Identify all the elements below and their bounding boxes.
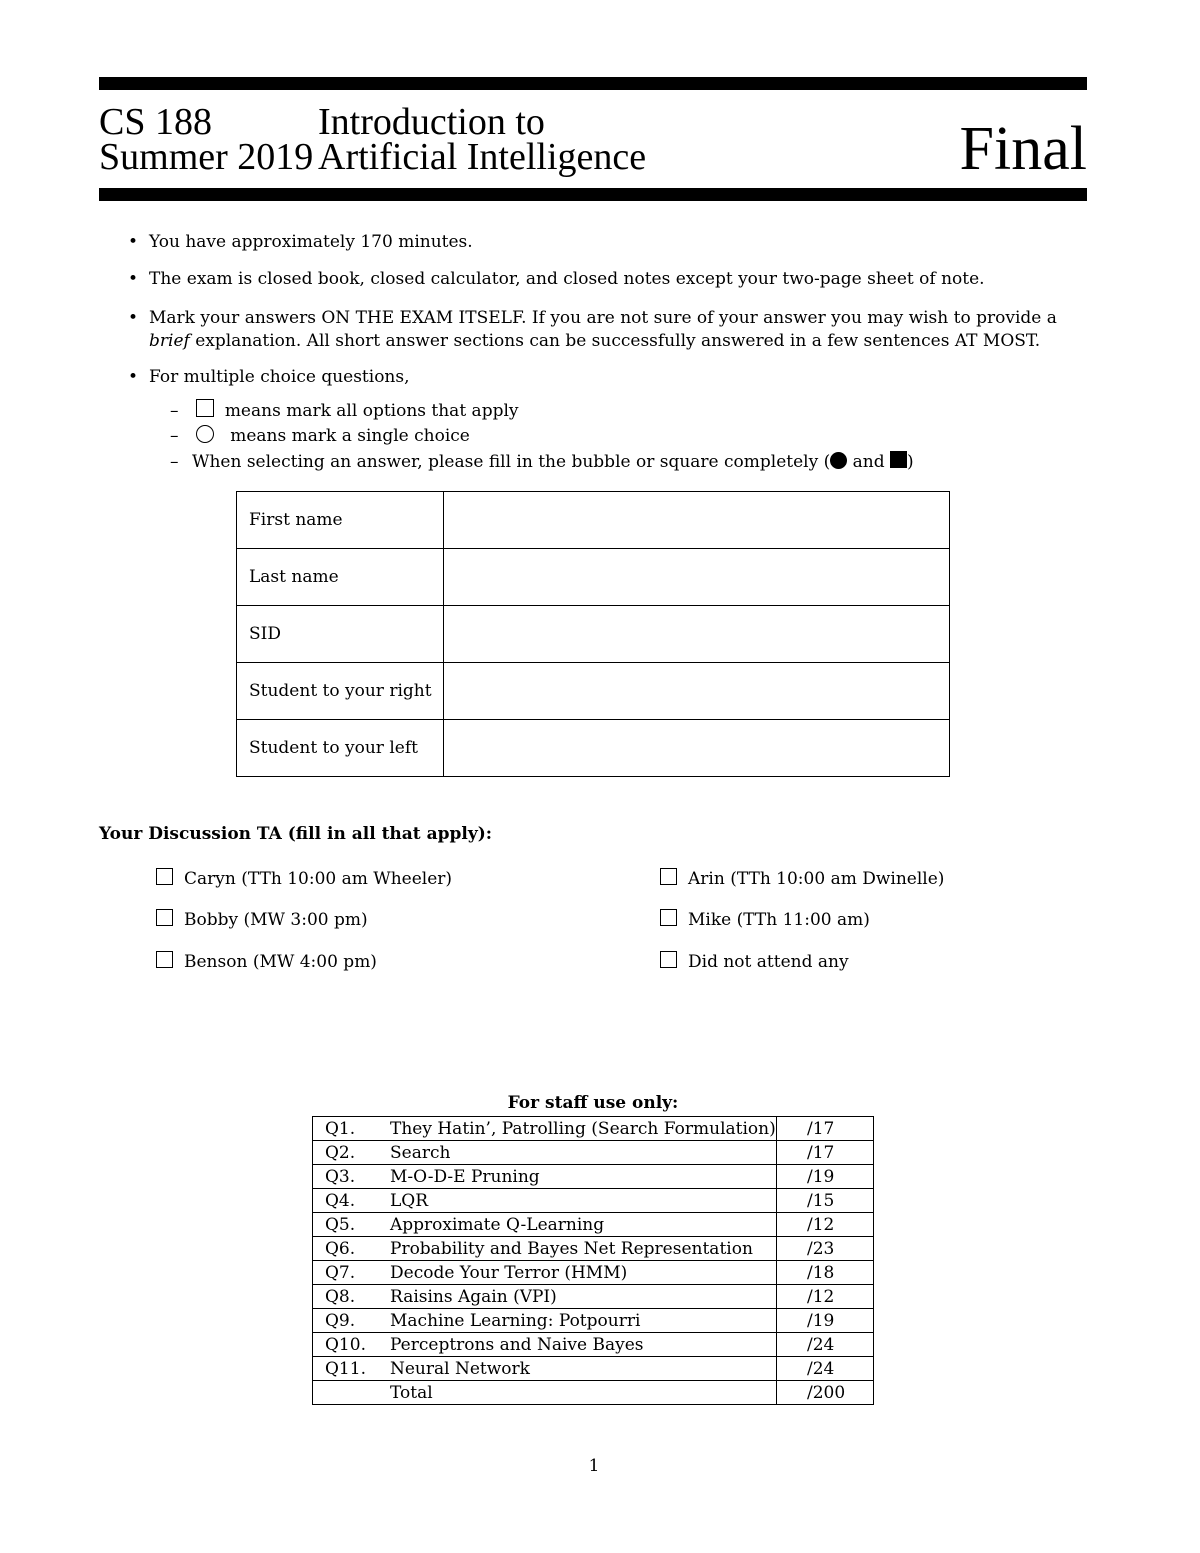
checkbox-icon[interactable] — [660, 951, 677, 968]
question-title: Neural Network — [378, 1357, 777, 1381]
question-number: Q6. — [313, 1237, 379, 1261]
course-title-line2: Artificial Intelligence — [318, 136, 647, 178]
student-right-label: Student to your right — [237, 663, 444, 720]
info-row-first-name — [237, 492, 950, 549]
ta-option-arin[interactable] — [660, 868, 944, 889]
course-title-line1: Introduction to — [318, 101, 545, 143]
emphasis-brief: brief — [149, 331, 190, 351]
student-right-field[interactable] — [444, 663, 950, 720]
question-title: Decode Your Terror (HMM) — [378, 1261, 777, 1285]
staff-table-title: For staff use only: — [507, 1093, 679, 1113]
total-row — [313, 1381, 874, 1405]
question-points: /17 — [777, 1117, 874, 1141]
table-row — [313, 1333, 874, 1357]
dash-icon: – — [170, 452, 179, 472]
question-points: /23 — [777, 1237, 874, 1261]
empty-circle-icon — [196, 425, 214, 443]
fill-rule-close: ) — [907, 452, 914, 472]
table-row — [313, 1213, 874, 1237]
ta-option-label: Did not attend any — [688, 952, 849, 972]
checkbox-icon[interactable] — [156, 951, 173, 968]
question-title: Probability and Bayes Net Representation — [378, 1237, 777, 1261]
table-row — [313, 1237, 874, 1261]
question-number: Q9. — [313, 1309, 379, 1333]
question-points: /12 — [777, 1285, 874, 1309]
ta-option-label: Benson (MW 4:00 pm) — [184, 952, 377, 972]
question-number: Q5. — [313, 1213, 379, 1237]
filled-circle-icon — [830, 452, 847, 469]
ta-option-label: Arin (TTh 10:00 am Dwinelle) — [688, 869, 945, 889]
course-code: CS 188 — [99, 101, 212, 143]
table-row — [313, 1357, 874, 1381]
dash-icon: – — [170, 401, 179, 421]
table-row — [313, 1141, 874, 1165]
mc-square-rule — [170, 399, 519, 423]
ta-option-bobby[interactable] — [156, 909, 368, 930]
question-title: Search — [378, 1141, 777, 1165]
table-row — [313, 1309, 874, 1333]
checkbox-icon[interactable] — [660, 909, 677, 926]
question-number: Q10. — [313, 1333, 379, 1357]
table-row — [313, 1261, 874, 1285]
info-row-sid — [237, 606, 950, 663]
page-number: 1 — [588, 1456, 600, 1476]
table-row — [313, 1189, 874, 1213]
question-points: /15 — [777, 1189, 874, 1213]
question-points: /12 — [777, 1213, 874, 1237]
question-points: /24 — [777, 1357, 874, 1381]
student-left-label: Student to your left — [237, 720, 444, 777]
question-number: Q2. — [313, 1141, 379, 1165]
info-row-student-left — [237, 720, 950, 777]
ta-option-label: Mike (TTh 11:00 am) — [688, 910, 870, 930]
table-row — [313, 1285, 874, 1309]
mc-fill-rule — [170, 451, 914, 474]
sid-label: SID — [237, 606, 444, 663]
student-left-field[interactable] — [444, 720, 950, 777]
question-title: Raisins Again (VPI) — [378, 1285, 777, 1309]
question-number: Q3. — [313, 1165, 379, 1189]
table-row — [313, 1117, 874, 1141]
sid-field[interactable] — [444, 606, 950, 663]
ta-section-title: Your Discussion TA (fill in all that apply): — [99, 824, 493, 844]
checkbox-icon[interactable] — [156, 868, 173, 885]
bullet-icon: • — [128, 367, 139, 387]
header-bottom-rule — [99, 188, 1087, 201]
question-number: Q4. — [313, 1189, 379, 1213]
question-title: M-O-D-E Pruning — [378, 1165, 777, 1189]
fill-rule-text: When selecting an answer, please fill in the bubble or square completely ( — [192, 452, 831, 472]
staff-score-table — [312, 1116, 874, 1405]
student-info-table — [236, 491, 950, 777]
instruction-text-cont: explanation. All short answer sections can be successfully answered in a few sentences AT MOST. — [195, 331, 1041, 351]
first-name-field[interactable] — [444, 492, 950, 549]
circle-rule-text: means mark a single choice — [230, 426, 470, 446]
question-points: /17 — [777, 1141, 874, 1165]
question-number: Q8. — [313, 1285, 379, 1309]
instruction-item — [128, 307, 1088, 353]
question-number: Q1. — [313, 1117, 379, 1141]
square-rule-text: means mark all options that apply — [224, 401, 519, 421]
instruction-text: For multiple choice questions, — [149, 367, 410, 387]
question-number — [313, 1381, 379, 1405]
header-top-rule — [99, 77, 1087, 90]
instruction-text-line2 — [149, 330, 1088, 353]
empty-square-icon — [196, 399, 214, 417]
exam-type: Final — [959, 115, 1087, 183]
ta-option-label: Bobby (MW 3:00 pm) — [184, 910, 368, 930]
checkbox-icon[interactable] — [156, 909, 173, 926]
mc-circle-rule — [170, 425, 470, 448]
ta-option-benson[interactable] — [156, 951, 377, 972]
instruction-text: Mark your answers ON THE EXAM ITSELF. If you are not sure of your answer you may wish to provide a — [149, 308, 1057, 328]
table-row — [313, 1165, 874, 1189]
info-row-student-right — [237, 663, 950, 720]
bullet-icon: • — [128, 308, 139, 328]
bullet-icon: • — [128, 269, 139, 289]
question-title: They Hatin’, Patrolling (Search Formulation) — [378, 1117, 777, 1141]
question-points: /19 — [777, 1309, 874, 1333]
fill-rule-and: and — [852, 452, 885, 472]
question-points: /18 — [777, 1261, 874, 1285]
total-points: /200 — [777, 1381, 874, 1405]
course-term: Summer 2019 — [99, 136, 314, 178]
bullet-icon: • — [128, 232, 139, 252]
question-title: LQR — [378, 1189, 777, 1213]
dash-icon: – — [170, 426, 179, 446]
ta-option-mike[interactable] — [660, 909, 870, 930]
ta-option-none[interactable] — [660, 951, 849, 972]
question-title: Approximate Q-Learning — [378, 1213, 777, 1237]
checkbox-icon[interactable] — [660, 868, 677, 885]
question-number: Q11. — [313, 1357, 379, 1381]
first-name-label: First name — [237, 492, 444, 549]
last-name-label: Last name — [237, 549, 444, 606]
question-points: /24 — [777, 1333, 874, 1357]
instruction-text: The exam is closed book, closed calculator, and closed notes except your two-page sheet of note. — [149, 269, 985, 289]
question-title: Perceptrons and Naive Bayes — [378, 1333, 777, 1357]
total-label: Total — [378, 1381, 777, 1405]
question-title: Machine Learning: Potpourri — [378, 1309, 777, 1333]
instruction-text: You have approximately 170 minutes. — [149, 232, 473, 252]
ta-option-label: Caryn (TTh 10:00 am Wheeler) — [184, 869, 453, 889]
question-points: /19 — [777, 1165, 874, 1189]
filled-square-icon — [890, 451, 907, 468]
ta-option-caryn[interactable] — [156, 868, 452, 889]
info-row-last-name — [237, 549, 950, 606]
last-name-field[interactable] — [444, 549, 950, 606]
question-number: Q7. — [313, 1261, 379, 1285]
